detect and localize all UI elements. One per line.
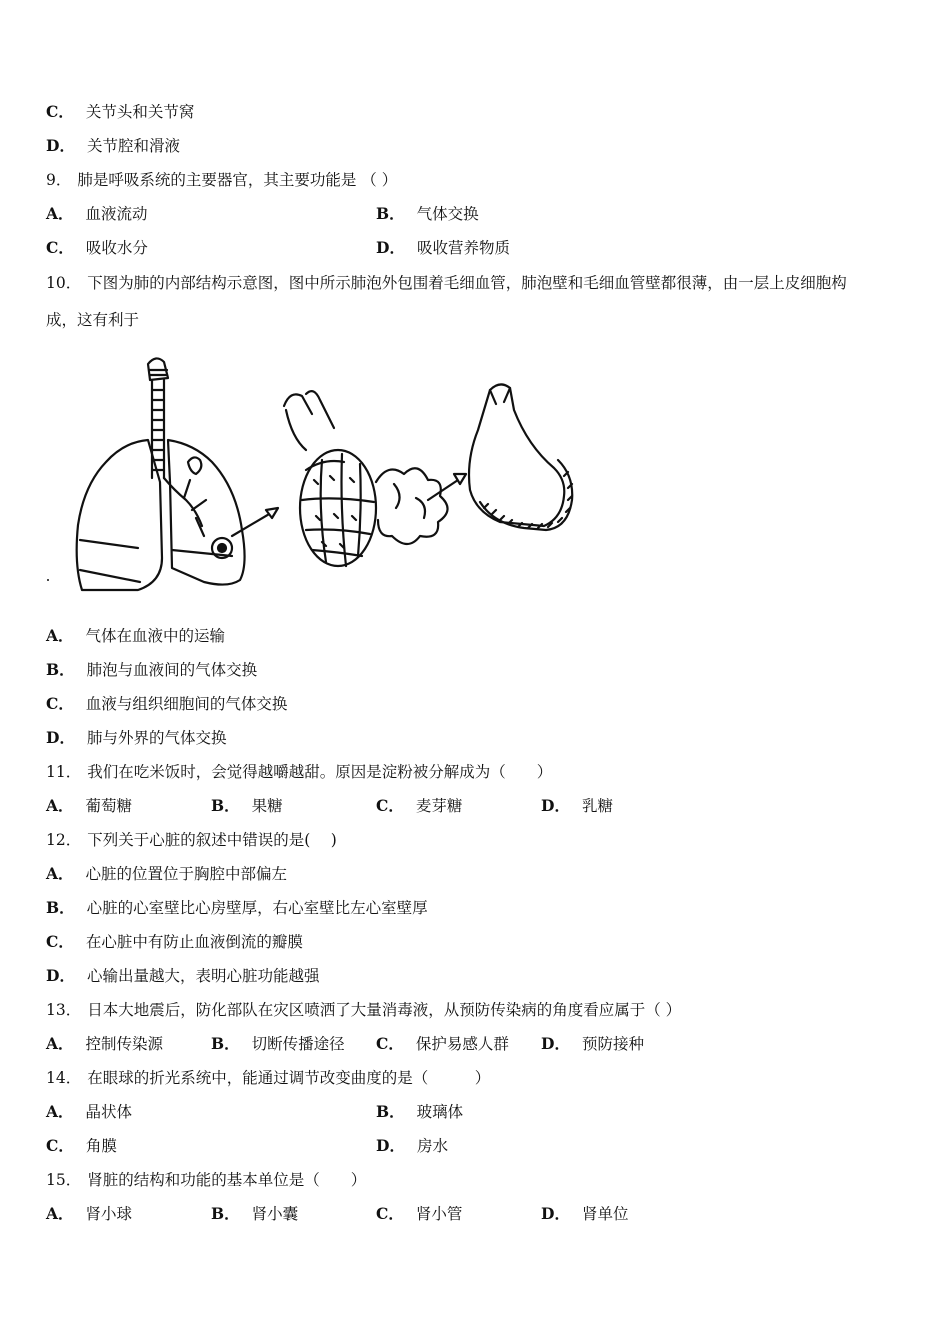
- lung-structure-figure: [44, 350, 584, 600]
- option-text: 切断传播途径: [251, 1035, 345, 1053]
- option-label: D．: [46, 966, 75, 985]
- q11-option-a: [46, 796, 132, 816]
- option-text: 葡萄糖: [85, 797, 133, 815]
- q8-option-d: [46, 136, 180, 156]
- q10-option-a: [46, 626, 225, 646]
- q12-option-c: [46, 932, 303, 952]
- option-text: 肾小球: [85, 1205, 133, 1223]
- q13-option-d: [541, 1034, 644, 1054]
- q8-option-c: [46, 102, 194, 122]
- option-label: B．: [211, 796, 240, 815]
- q11-stem: [46, 762, 552, 782]
- question-number: 10．: [46, 274, 82, 292]
- option-label: B．: [46, 898, 75, 917]
- option-text: 麦芽糖: [415, 797, 463, 815]
- option-text: 吸收水分: [85, 239, 148, 257]
- option-label: B．: [46, 660, 75, 679]
- option-text: 气体交换: [416, 205, 479, 223]
- q15-option-d: [541, 1204, 628, 1224]
- question-number: 15．: [46, 1171, 82, 1189]
- option-text: 乳糖: [581, 797, 613, 815]
- q13-option-c: [376, 1034, 509, 1054]
- option-text: 角膜: [85, 1137, 117, 1155]
- q10-option-c: [46, 694, 287, 714]
- q9-stem: [46, 170, 397, 190]
- option-label: D．: [46, 136, 75, 155]
- option-label: B．: [376, 204, 405, 223]
- q9-option-b: [376, 204, 479, 224]
- option-text: 晶状体: [85, 1103, 133, 1121]
- option-label: A．: [46, 1204, 74, 1223]
- option-text: 血液与组织细胞间的气体交换: [85, 695, 288, 713]
- q14-option-d: [376, 1136, 448, 1156]
- option-label: C．: [46, 932, 74, 951]
- question-text: 肺是呼吸系统的主要器官，其主要功能是 （ ）: [77, 171, 398, 189]
- question-text: 我们在吃米饭时，会觉得越嚼越甜。原因是淀粉被分解成为（ ）: [87, 763, 553, 781]
- q15-stem: [46, 1170, 366, 1190]
- option-text: 保护易感人群: [415, 1035, 509, 1053]
- option-text: 肾小囊: [251, 1205, 299, 1223]
- q13-option-b: [211, 1034, 345, 1054]
- q10-stem-line2: 成，这有利于: [46, 311, 140, 329]
- option-label: A．: [46, 204, 74, 223]
- option-text: 肾小管: [415, 1205, 463, 1223]
- question-text: 在眼球的折光系统中，能通过调节改变曲度的是（ ）: [87, 1069, 491, 1087]
- option-label: C．: [46, 694, 74, 713]
- option-label: D．: [541, 796, 570, 815]
- question-text: 下图为肺的内部结构示意图，图中所示肺泡外包围着毛细血管，肺泡壁和毛细血管壁都很薄，由一层上皮细胞构: [87, 274, 847, 292]
- option-label: C．: [46, 238, 74, 257]
- option-label: B．: [376, 1102, 405, 1121]
- q15-option-b: [211, 1204, 298, 1224]
- q15-option-c: [376, 1204, 462, 1224]
- q10-stem-line1: [46, 273, 847, 293]
- option-text: 预防接种: [581, 1035, 644, 1053]
- q12-option-d: [46, 966, 319, 986]
- q10-option-b: [46, 660, 257, 680]
- option-label: C．: [46, 1136, 74, 1155]
- alveolus-capillary-drawing: [469, 384, 572, 530]
- q9-option-c: [46, 238, 148, 258]
- option-label: B．: [211, 1034, 240, 1053]
- q9-option-a: [46, 204, 148, 224]
- alveoli-cluster-drawing: [284, 391, 466, 566]
- option-text: 心脏的位置位于胸腔中部偏左: [85, 865, 288, 883]
- option-label: D．: [46, 728, 75, 747]
- question-number: 13．: [46, 1001, 82, 1019]
- question-number: 9．: [46, 171, 72, 189]
- option-label: A．: [46, 796, 74, 815]
- option-text: 玻璃体: [416, 1103, 464, 1121]
- option-label: B．: [211, 1204, 240, 1223]
- option-text: 房水: [416, 1137, 448, 1155]
- option-text: 肾单位: [581, 1205, 629, 1223]
- option-text: 肺泡与血液间的气体交换: [86, 661, 258, 679]
- option-label: C．: [46, 102, 74, 121]
- option-label: D．: [541, 1034, 570, 1053]
- option-text: 肺与外界的气体交换: [86, 729, 227, 747]
- q10-option-d: [46, 728, 226, 748]
- option-label: D．: [541, 1204, 570, 1223]
- option-label: A．: [46, 1102, 74, 1121]
- option-label: C．: [376, 1204, 404, 1223]
- option-text: 血液流动: [85, 205, 148, 223]
- option-label: A．: [46, 864, 74, 883]
- question-text: 肾脏的结构和功能的基本单位是（ ）: [87, 1171, 367, 1189]
- q14-option-a: [46, 1102, 132, 1122]
- option-label: A．: [46, 626, 74, 645]
- q15-option-a: [46, 1204, 132, 1224]
- option-text: 控制传染源: [85, 1035, 164, 1053]
- q12-option-b: [46, 898, 428, 918]
- q14-option-b: [376, 1102, 463, 1122]
- option-text: 吸收营养物质: [416, 239, 510, 257]
- option-label: D．: [376, 1136, 405, 1155]
- option-text: 关节头和关节窝: [85, 103, 195, 121]
- q13-stem: [46, 1000, 681, 1020]
- q12-option-a: [46, 864, 287, 884]
- q14-stem: [46, 1068, 490, 1088]
- option-text: 气体在血液中的运输: [85, 627, 226, 645]
- option-text: 在心脏中有防止血液倒流的瓣膜: [85, 933, 303, 951]
- question-text: 下列关于心脏的叙述中错误的是( ): [87, 831, 337, 849]
- question-number: 14．: [46, 1069, 82, 1087]
- q13-option-a: [46, 1034, 163, 1054]
- option-text: 心脏的心室壁比心房壁厚，右心室壁比左心室壁厚: [86, 899, 428, 917]
- option-label: C．: [376, 796, 404, 815]
- option-label: D．: [376, 238, 405, 257]
- q11-option-c: [376, 796, 462, 816]
- option-text: 心输出量越大，表明心脏功能越强: [86, 967, 320, 985]
- option-label: A．: [46, 1034, 74, 1053]
- option-label: C．: [376, 1034, 404, 1053]
- q11-option-b: [211, 796, 283, 816]
- question-number: 12．: [46, 831, 82, 849]
- q14-option-c: [46, 1136, 117, 1156]
- lungs-drawing: [77, 358, 278, 590]
- q11-option-d: [541, 796, 613, 816]
- q9-option-d: [376, 238, 510, 258]
- option-text: 关节腔和滑液: [86, 137, 180, 155]
- question-number: 11．: [46, 763, 82, 781]
- q12-stem: [46, 830, 337, 850]
- question-text: 日本大地震后，防化部队在灾区喷洒了大量消毒液，从预防传染病的角度看应属于（ ）: [87, 1001, 682, 1019]
- option-text: 果糖: [251, 797, 283, 815]
